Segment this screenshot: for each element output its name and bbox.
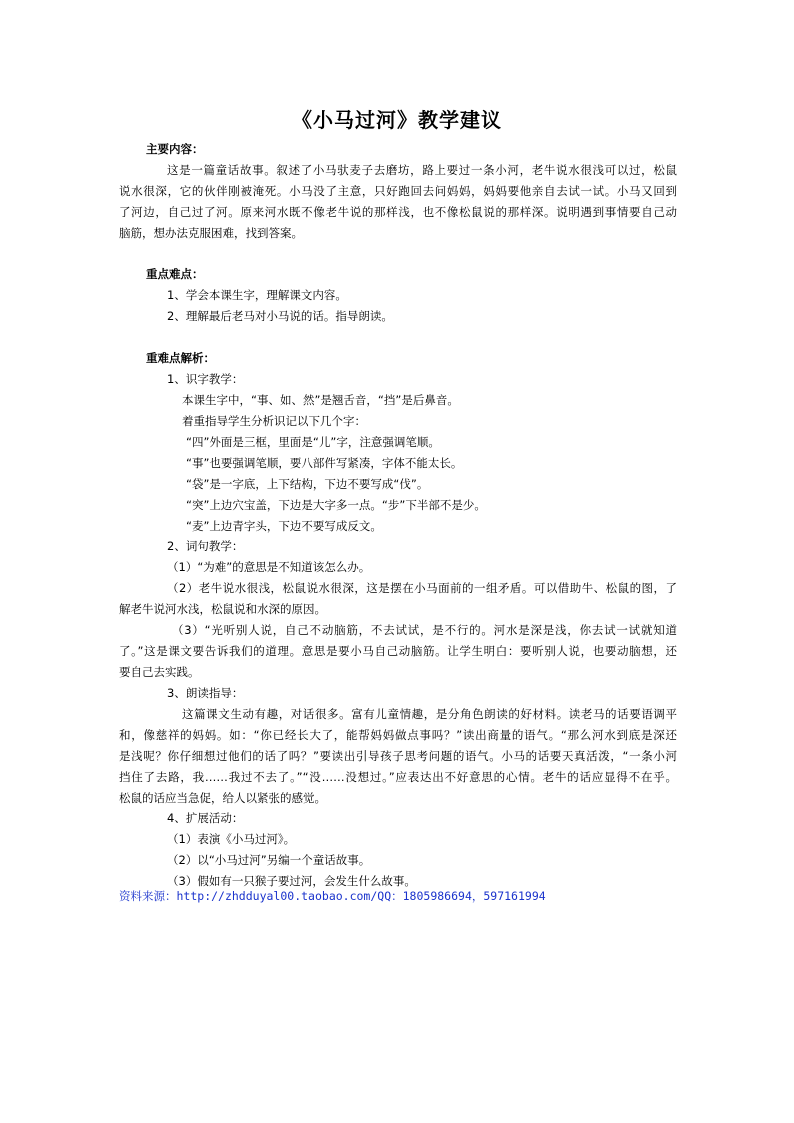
literacy-line: “突”上边穴宝盖，下边是大字多一点。“步”下半部不是少。: [186, 498, 486, 512]
main-content-line: 脑筋，想办法克服困难，找到答案。: [119, 226, 303, 240]
literacy-line: “事”也要强调笔顺，要八部件写紧凑，字体不能太长。: [186, 456, 463, 470]
literacy-label: 1、识字教学：: [167, 372, 244, 386]
reading-label: 3、朗读指导：: [167, 686, 244, 700]
reading-line: 是浅呢？你仔细想过他们的话了吗？”要读出引导孩子思考问题的语气。小马的话要天真活泼，“一条小河: [119, 749, 677, 763]
activities-label: 4、扩展活动：: [167, 811, 244, 825]
words-line: 了。”这是课文要告诉我们的道理。意思是要小马自己动脑筋。让学生明白：要听别人说，也要动脑想，还: [119, 644, 677, 658]
reading-line: 这篇课文生动有趣，对话很多。富有儿童情趣，是分角色朗读的好材料。读老马的话要语调平: [182, 707, 677, 721]
main-content-line: 说水很深，它的伙伴刚被淹死。小马没了主意，只好跑回去问妈妈，妈妈要他亲自去试一试。小马又回到: [119, 184, 677, 198]
words-line: （2）老牛说水很浅，松鼠说水很深，这是摆在小马面前的一组矛盾。可以借助牛、松鼠的图，了: [167, 581, 677, 595]
words-line: 要自己去实践。: [119, 665, 200, 679]
words-label: 2、词句教学：: [167, 539, 244, 553]
literacy-line: “四”外面是三框，里面是“儿”字，注意强调笔顺。: [186, 435, 440, 449]
main-content-line: 这是一篇童话故事。叙述了小马驮麦子去磨坊，路上要过一条小河，老牛说水很浅可以过，松鼠: [167, 163, 677, 177]
literacy-line: 着重指导学生分析识记以下几个字：: [182, 414, 366, 428]
literacy-line: “麦”上边青字头，下边不要写成反文。: [186, 519, 382, 533]
key-point-item: 2、理解最后老马对小马说的话。指导朗读。: [167, 309, 393, 323]
activity-item: （1）表演《小马过河》。: [167, 832, 296, 846]
reading-line: 和，像慈祥的妈妈。如：“你已经长大了，能帮妈妈做点事吗？”读出商量的语气。“那么河水到底是深还: [119, 728, 677, 742]
reading-line: 松鼠的话应当急促，给人以紧张的感觉。: [119, 791, 326, 805]
key-points-heading: 重点难点：: [146, 267, 204, 281]
analysis-heading: 重难点解析：: [146, 351, 215, 365]
source-link[interactable]: 资料来源：http://zhdduyal00.taobao.com/QQ：1805986694，597161994: [119, 889, 546, 903]
key-point-item: 1、学会本课生字，理解课文内容。: [167, 288, 347, 302]
literacy-line: 本课生字中，“事、如、然”是翘舌音，“挡”是后鼻音。: [182, 393, 459, 407]
literacy-line: “袋”是一字底，上下结构，下边不要写成“伐”。: [186, 477, 429, 491]
reading-line: 挡住了去路，我……我过不去了。”“没……没想过。”应表达出不好意思的心情。老牛的话应显得不在乎。: [119, 770, 677, 784]
words-line: 解老牛说河水浅，松鼠说和水深的原因。: [119, 602, 326, 616]
main-content-heading: 主要内容：: [146, 142, 204, 156]
words-line: （1）“为难”的意思是不知道该怎么办。: [167, 560, 371, 574]
words-line: （3）“光听别人说，自己不动脑筋，不去试试，是不行的。河水是深是浅，你去试一试就知道: [172, 623, 677, 637]
activity-item: （3）假如有一只猴子要过河，会发生什么故事。: [167, 874, 416, 888]
main-content-line: 了河边，自己过了河。原来河水既不像老牛说的那样浅，也不像松鼠说的那样深。说明遇到事情要自己动: [119, 205, 677, 219]
document-title: 《小马过河》教学建议: [292, 108, 502, 132]
activity-item: （2）以“小马过河”另编一个童话故事。: [167, 853, 371, 867]
